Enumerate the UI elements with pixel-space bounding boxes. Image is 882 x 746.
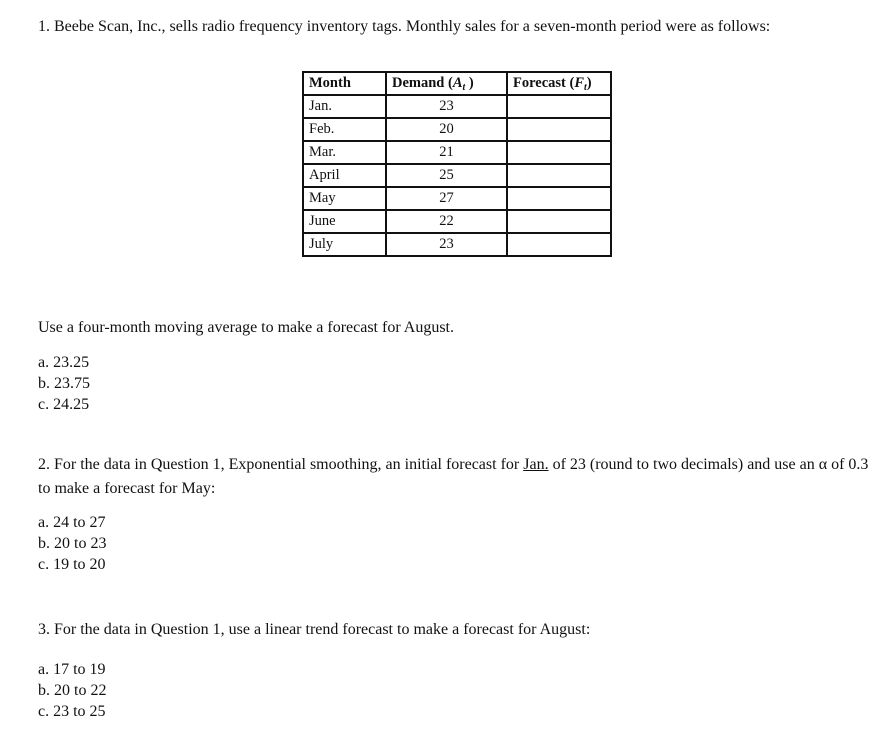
answer-option[interactable]: a. 17 to 19 xyxy=(38,661,106,678)
cell-forecast xyxy=(507,187,611,210)
table-row xyxy=(303,141,611,164)
table-header-row xyxy=(303,72,611,95)
table-row xyxy=(303,233,611,256)
table-row xyxy=(303,187,611,210)
cell-demand: 22 xyxy=(386,210,507,233)
answer-option[interactable]: a. 23.25 xyxy=(38,354,90,371)
table-row xyxy=(303,210,611,233)
question-2-text-after: of 23 (round to two decimals) and use an α of 0.3 to make a forecast for May: xyxy=(38,456,869,497)
answer-option[interactable]: b. 20 to 23 xyxy=(38,535,107,552)
header-forecast-label: Forecast ( xyxy=(513,74,575,91)
cell-forecast xyxy=(507,233,611,256)
header-forecast-subscript: t xyxy=(584,81,587,93)
cell-month: Jan. xyxy=(303,95,386,118)
answer-option[interactable]: c. 23 to 25 xyxy=(38,703,106,720)
cell-demand: 23 xyxy=(386,95,507,118)
header-demand xyxy=(386,72,507,95)
cell-demand: 23 xyxy=(386,233,507,256)
table-row xyxy=(303,164,611,187)
header-demand-subscript: t xyxy=(462,81,466,93)
question-2-text-before: 2. For the data in Question 1, Exponential smoothing, an initial forecast for xyxy=(38,456,524,473)
question-2-underlined-month: Jan. xyxy=(523,456,549,473)
table-row xyxy=(303,118,611,141)
header-forecast xyxy=(507,72,611,95)
answer-option[interactable]: b. 20 to 22 xyxy=(38,682,107,699)
cell-demand: 25 xyxy=(386,164,507,187)
cell-month: Feb. xyxy=(303,118,386,141)
header-demand-close: ) xyxy=(465,74,474,91)
question-3-text: 3. For the data in Question 1, use a linear trend forecast to make a forecast for August: xyxy=(38,621,591,638)
cell-forecast xyxy=(507,141,611,164)
cell-forecast xyxy=(507,95,611,118)
cell-month: May xyxy=(303,187,386,210)
cell-month: June xyxy=(303,210,386,233)
cell-month: Mar. xyxy=(303,141,386,164)
cell-forecast xyxy=(507,164,611,187)
cell-demand: 20 xyxy=(386,118,507,141)
table-row xyxy=(303,95,611,118)
header-forecast-symbol: F xyxy=(574,74,584,91)
answer-option[interactable]: a. 24 to 27 xyxy=(38,514,106,531)
question-1-prompt: Use a four-month moving average to make a forecast for August. xyxy=(38,319,454,336)
header-forecast-close: ) xyxy=(586,74,592,91)
header-demand-symbol: A xyxy=(452,74,463,91)
question-1-intro: 1. Beebe Scan, Inc., sells radio frequency inventory tags. Monthly sales for a seven-month period were as follows: xyxy=(38,18,771,35)
cell-month: April xyxy=(303,164,386,187)
cell-demand: 21 xyxy=(386,141,507,164)
answer-option[interactable]: c. 19 to 20 xyxy=(38,556,106,573)
question-1-options xyxy=(38,352,90,415)
answer-option[interactable]: b. 23.75 xyxy=(38,375,90,392)
question-3-options xyxy=(38,659,106,722)
header-month: Month xyxy=(303,72,386,95)
answer-option[interactable]: c. 24.25 xyxy=(38,396,90,413)
cell-month: July xyxy=(303,233,386,256)
demand-table xyxy=(302,71,612,257)
header-demand-label: Demand ( xyxy=(392,74,453,91)
cell-forecast xyxy=(507,118,611,141)
cell-forecast xyxy=(507,210,611,233)
cell-demand: 27 xyxy=(386,187,507,210)
question-2-text xyxy=(38,453,878,501)
question-2-options xyxy=(38,512,106,575)
